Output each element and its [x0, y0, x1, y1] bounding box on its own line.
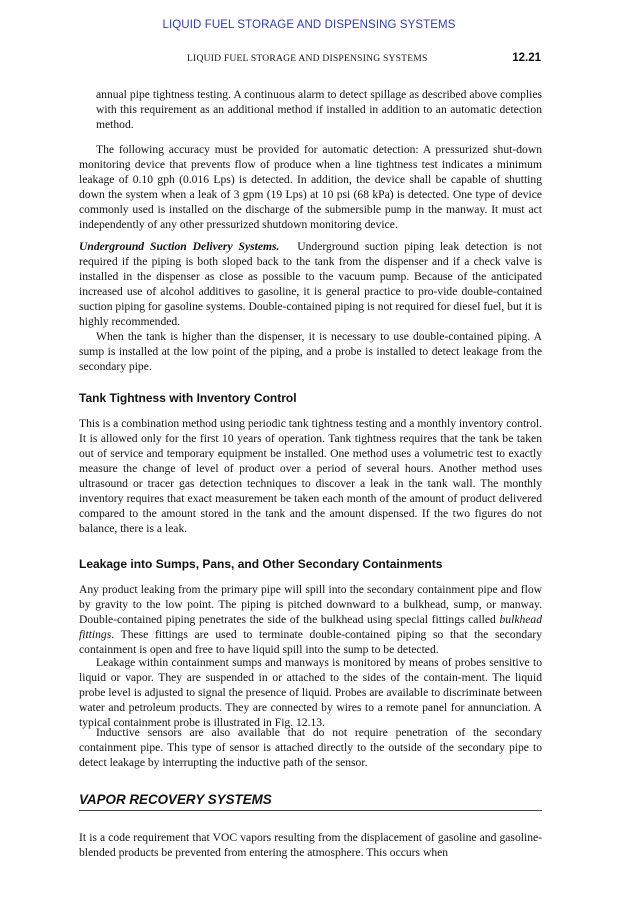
- book-title-header: LIQUID FUEL STORAGE AND DISPENSING SYSTEMS: [162, 19, 456, 31]
- bulkhead-fittings-term: bulkhead fittings: [79, 613, 542, 641]
- tank-tightness-heading: Tank Tightness with Inventory Control: [79, 391, 297, 405]
- leakage-sumps-heading: Leakage into Sumps, Pans, and Other Secondary Containments: [79, 557, 443, 571]
- underground-suction-text-1: Underground suction piping leak detection is not required if the piping is both sloped back to the tank from the dispenser and if a check valve is installed in the dispenser as close as possible to the vacuum pump. Because of the anticipated increased use of alcohol additives to gasoline, it is general practice to pro-vide double-contained suction piping for gasoline systems. Double-contained piping is not required for diesel fuel, but it is highly recommended.: [79, 240, 542, 328]
- leakage-sumps-text-1a: Any product leaking from the primary pipe will spill into the secondary containment pipe and flow by gravity to the low point. The piping is pitched downward to a bulkhead, sump, or manway. Double-contained piping penetrates the side of the bulkhead using special fittings called: [79, 583, 542, 626]
- underground-suction-paragraph-2: When the tank is higher than the dispenser, it is necessary to use double-contained piping. A sump is installed at the low point of the piping, and a probe is installed to detect leakage from the secondary pipe.: [79, 330, 542, 373]
- section-rule: [79, 810, 542, 811]
- leakage-sumps-paragraph-2: Leakage within containment sumps and manways is monitored by means of probes sensitive to liquid or vapor. They are suspended in or attached to the sides of the contain-ment. The liquid probe level is adjusted to signal the presence of liquid. Probes are available to discriminate between water and petroleum products. They are connected by wires to a remote panel for annunciation. A typical containment probe is illustrated in Fig. 12.13.: [79, 656, 542, 729]
- leakage-sumps-paragraph-1: [79, 582, 542, 657]
- running-head-title: LIQUID FUEL STORAGE AND DISPENSING SYSTEMS: [187, 53, 428, 64]
- vapor-recovery-paragraph: It is a code requirement that VOC vapors resulting from the displacement of gasoline and gasoline-blended products be prevented from entering the atmosphere. This occurs when: [79, 831, 542, 859]
- tank-tightness-paragraph: This is a combination method using periodic tank tightness testing and a monthly inventory control. It is allowed only for the first 10 years of operation. Tank tightness requires that the tank be taken out of service and temporary equipment be installed. One method uses a volumetric test to exactly measure the change of level of product over a period of several hours. Another method uses ultrasound or tracer gas detection techniques to discover a leak in the tank wall. The monthly inventory requires that exact measurement be taken each month of the amount of product delivered compared to the amount stored in the tank and the amount dispensed. If the two figures do not balance, there is a leak.: [79, 417, 542, 535]
- underground-suction-paragraph-1: [79, 239, 542, 329]
- vapor-recovery-heading: VAPOR RECOVERY SYSTEMS: [79, 792, 272, 807]
- leakage-sumps-paragraph-3: Inductive sensors are also available that do not require penetration of the secondary containment pipe. This type of sensor is attached directly to the outside of the secondary pipe to detect leakage by interrupting the inductive path of the sensor.: [79, 726, 542, 769]
- underground-suction-run-in-heading: Underground Suction Delivery Systems.: [79, 240, 280, 253]
- intro-paragraph: annual pipe tightness testing. A continuous alarm to detect spillage as described above complies with this requirement as an additional method if installed in addition to an automatic detection method.: [96, 88, 542, 131]
- automatic-detection-paragraph: The following accuracy must be provided for automatic detection: A pressurized shut-down monitoring device that prevents flow of produce when a line tightness test indicates a minimum leakage of 0.10 gph (0.016 Lps) is detected. In addition, the device shall be capable of shutting down the system when a leak of 3 gpm (19 Lps) at 10 psi (68 kPa) is detected. One type of device commonly used is installed on the discharge of the submersible pump in the manway. It must act independently of any other pressurized shutdown monitoring device.: [79, 143, 542, 231]
- leakage-sumps-text-1b: . These fittings are used to terminate double-contained piping so that the secondary containment is open and free to have liquid spill into the sump to be detected.: [79, 628, 542, 656]
- running-head: [78, 52, 541, 66]
- page-number: 12.21: [512, 52, 541, 64]
